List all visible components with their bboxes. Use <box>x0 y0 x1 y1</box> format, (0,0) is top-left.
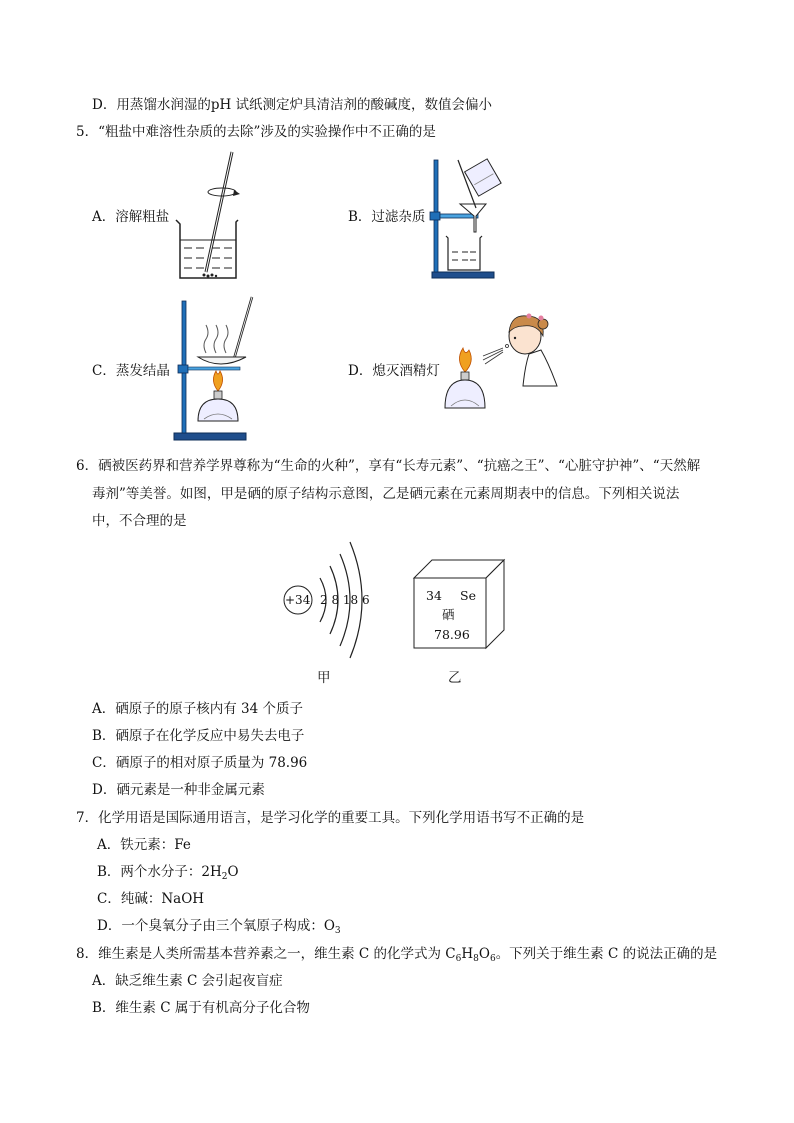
q5-option-d: D．熄灭酒精灯 <box>348 363 440 379</box>
q7-option-b-text: B．两个水分子：2H <box>97 864 222 880</box>
q4-option-d: D．用蒸馏水润湿的pH 试纸测定炉具清洁剂的酸碱度，数值会偏小 <box>92 97 493 113</box>
extinguish-lamp-figure <box>445 310 560 445</box>
evaporation-figure <box>168 295 263 445</box>
q7-option-c: C．纯碱：NaOH <box>97 891 205 907</box>
atom-nucleus-charge: +34 <box>285 593 311 607</box>
q7-option-b <box>97 863 239 881</box>
element-caption: 乙 <box>448 670 462 686</box>
q6-option-c: C．硒原子的相对原子质量为 78.96 <box>92 755 308 771</box>
q6-stem-line2: 毒剂”等美誉。如图，甲是硒的原子结构示意图，乙是硒元素在元素周期表中的信息。下列相关说法 <box>92 486 680 502</box>
q5-option-b: B．过滤杂质 <box>348 209 426 225</box>
q7-stem: 7．化学用语是国际通用语言，是学习化学的重要工具。下列化学用语书写不正确的是 <box>76 810 585 826</box>
q6-option-b: B．硒原子在化学反应中易失去电子 <box>92 728 305 744</box>
atom-electron-shells: 2 8 18 6 <box>320 593 370 607</box>
q5-option-a: A．溶解粗盐 <box>92 209 170 225</box>
q6-stem-line1: 6．硒被医药界和营养学界尊称为“生命的火种”，享有“长寿元素”、“抗癌之王”、“心脏守护神”、“天然解 <box>76 458 701 474</box>
element-name: 硒 <box>442 607 455 622</box>
q6-option-a: A．硒原子的原子核内有 34 个质子 <box>92 701 304 717</box>
q8-stem-tail: 。下列关于维生素 C 的说法正确的是 <box>495 946 718 962</box>
q8-formula-o-count: 6 <box>489 954 496 964</box>
q5-option-c: C．蒸发结晶 <box>92 363 170 379</box>
q7-option-a: A．铁元素：Fe <box>97 837 191 853</box>
q8-formula-o: O <box>478 946 490 962</box>
q8-formula-c-count: 6 <box>455 954 462 964</box>
element-atomic-mass: 78.96 <box>434 627 470 642</box>
element-symbol: Se <box>460 588 476 603</box>
q8-option-b: B．维生素 C 属于有机高分子化合物 <box>92 1000 310 1016</box>
atom-caption: 甲 <box>317 670 331 686</box>
q8-stem <box>76 945 717 963</box>
q7-option-d <box>97 917 341 935</box>
q8-formula-h: H <box>461 946 474 962</box>
q6-option-d: D．硒元素是一种非金属元素 <box>92 782 265 798</box>
q8-option-a: A．缺乏维生素 C 会引起夜盲症 <box>92 973 283 989</box>
q7-option-b-tail: O <box>227 864 239 880</box>
q8-formula-h-count: 8 <box>473 954 479 964</box>
dissolving-beaker-figure <box>170 150 250 285</box>
element-atomic-number: 34 <box>426 588 442 603</box>
q8-stem-text: 8．维生素是人类所需基本营养素之一，维生素 C 的化学式为 C <box>76 946 456 962</box>
q7-option-d-text: D．一个臭氧分子由三个氧原子构成：O <box>97 918 335 934</box>
q5-stem: 5．“粗盐中难溶性杂质的去除”涉及的实验操作中不正确的是 <box>76 124 436 140</box>
q6-stem-line3: 中，不合理的是 <box>92 513 187 529</box>
q7-option-b-subscript: 2 <box>221 872 228 882</box>
filtration-figure <box>420 150 500 282</box>
q7-option-d-subscript: 3 <box>334 926 341 936</box>
